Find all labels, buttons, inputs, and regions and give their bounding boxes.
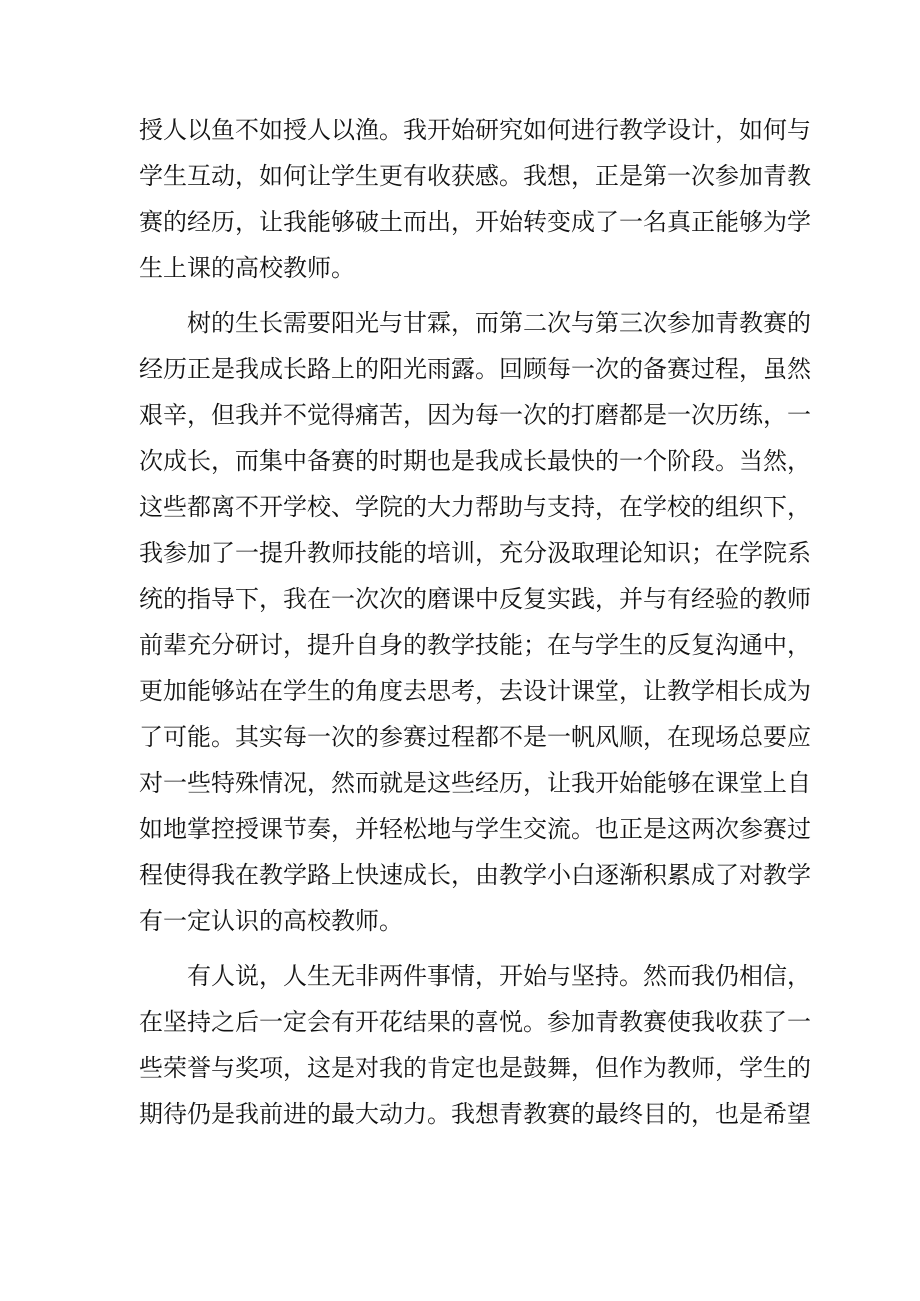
text-line: 我参加了一提升教师技能的培训，充分汲取理论知识；在学院系 [139,539,811,567]
text-line: 树的生长需要阳光与甘霖，而第二次与第三次参加青教赛的 [139,309,811,337]
text-line: 更加能够站在学生的角度去思考，去设计课堂，让教学相长成为 [139,677,811,705]
text-line: 期待仍是我前进的最大动力。我想青教赛的最终目的，也是希望 [139,1100,811,1128]
text-line: 在坚持之后一定会有开花结果的喜悦。参加青教赛使我收获了一 [139,1008,811,1036]
text-line: 授人以鱼不如授人以渔。我开始研究如何进行教学设计，如何与 [139,116,811,144]
text-line: 些荣誉与奖项，这是对我的肯定也是鼓舞，但作为教师，学生的 [139,1054,811,1082]
text-line: 程使得我在教学路上快速成长，由教学小白逐渐积累成了对教学 [139,861,811,889]
text-line: 生上课的高校教师。 [139,254,355,282]
text-line: 统的指导下，我在一次次的磨课中反复实践，并与有经验的教师 [139,585,811,613]
text-line: 艰辛，但我并不觉得痛苦，因为每一次的打磨都是一次历练，一 [139,401,811,429]
text-line: 对一些特殊情况，然而就是这些经历，让我开始能够在课堂上自 [139,769,811,797]
paragraph-1 [139,107,811,291]
text-line: 赛的经历，让我能够破土而出，开始转变成了一名真正能够为学 [139,208,811,236]
text-line: 有一定认识的高校教师。 [139,907,403,935]
text-line: 次成长，而集中备赛的时期也是我成长最快的一个阶段。当然， [139,447,811,475]
text-line: 前辈充分研讨，提升自身的教学技能；在与学生的反复沟通中， [139,631,811,659]
paragraph-2 [139,300,811,944]
paragraph-spacer [139,291,789,300]
text-line: 这些都离不开学校、学院的大力帮助与支持，在学校的组织下， [139,493,811,521]
text-line: 了可能。其实每一次的参赛过程都不是一帆风顺，在现场总要应 [139,723,811,751]
paragraph-3 [139,953,811,1137]
text-line: 学生互动，如何让学生更有收获感。我想，正是第一次参加青教 [139,162,811,190]
document-body [139,107,811,1137]
text-line: 有人说，人生无非两件事情，开始与坚持。然而我仍相信， [139,962,811,990]
text-line: 如地掌控授课节奏，并轻松地与学生交流。也正是这两次参赛过 [139,815,811,843]
text-line: 经历正是我成长路上的阳光雨露。回顾每一次的备赛过程，虽然 [139,355,811,383]
paragraph-spacer [139,944,789,953]
